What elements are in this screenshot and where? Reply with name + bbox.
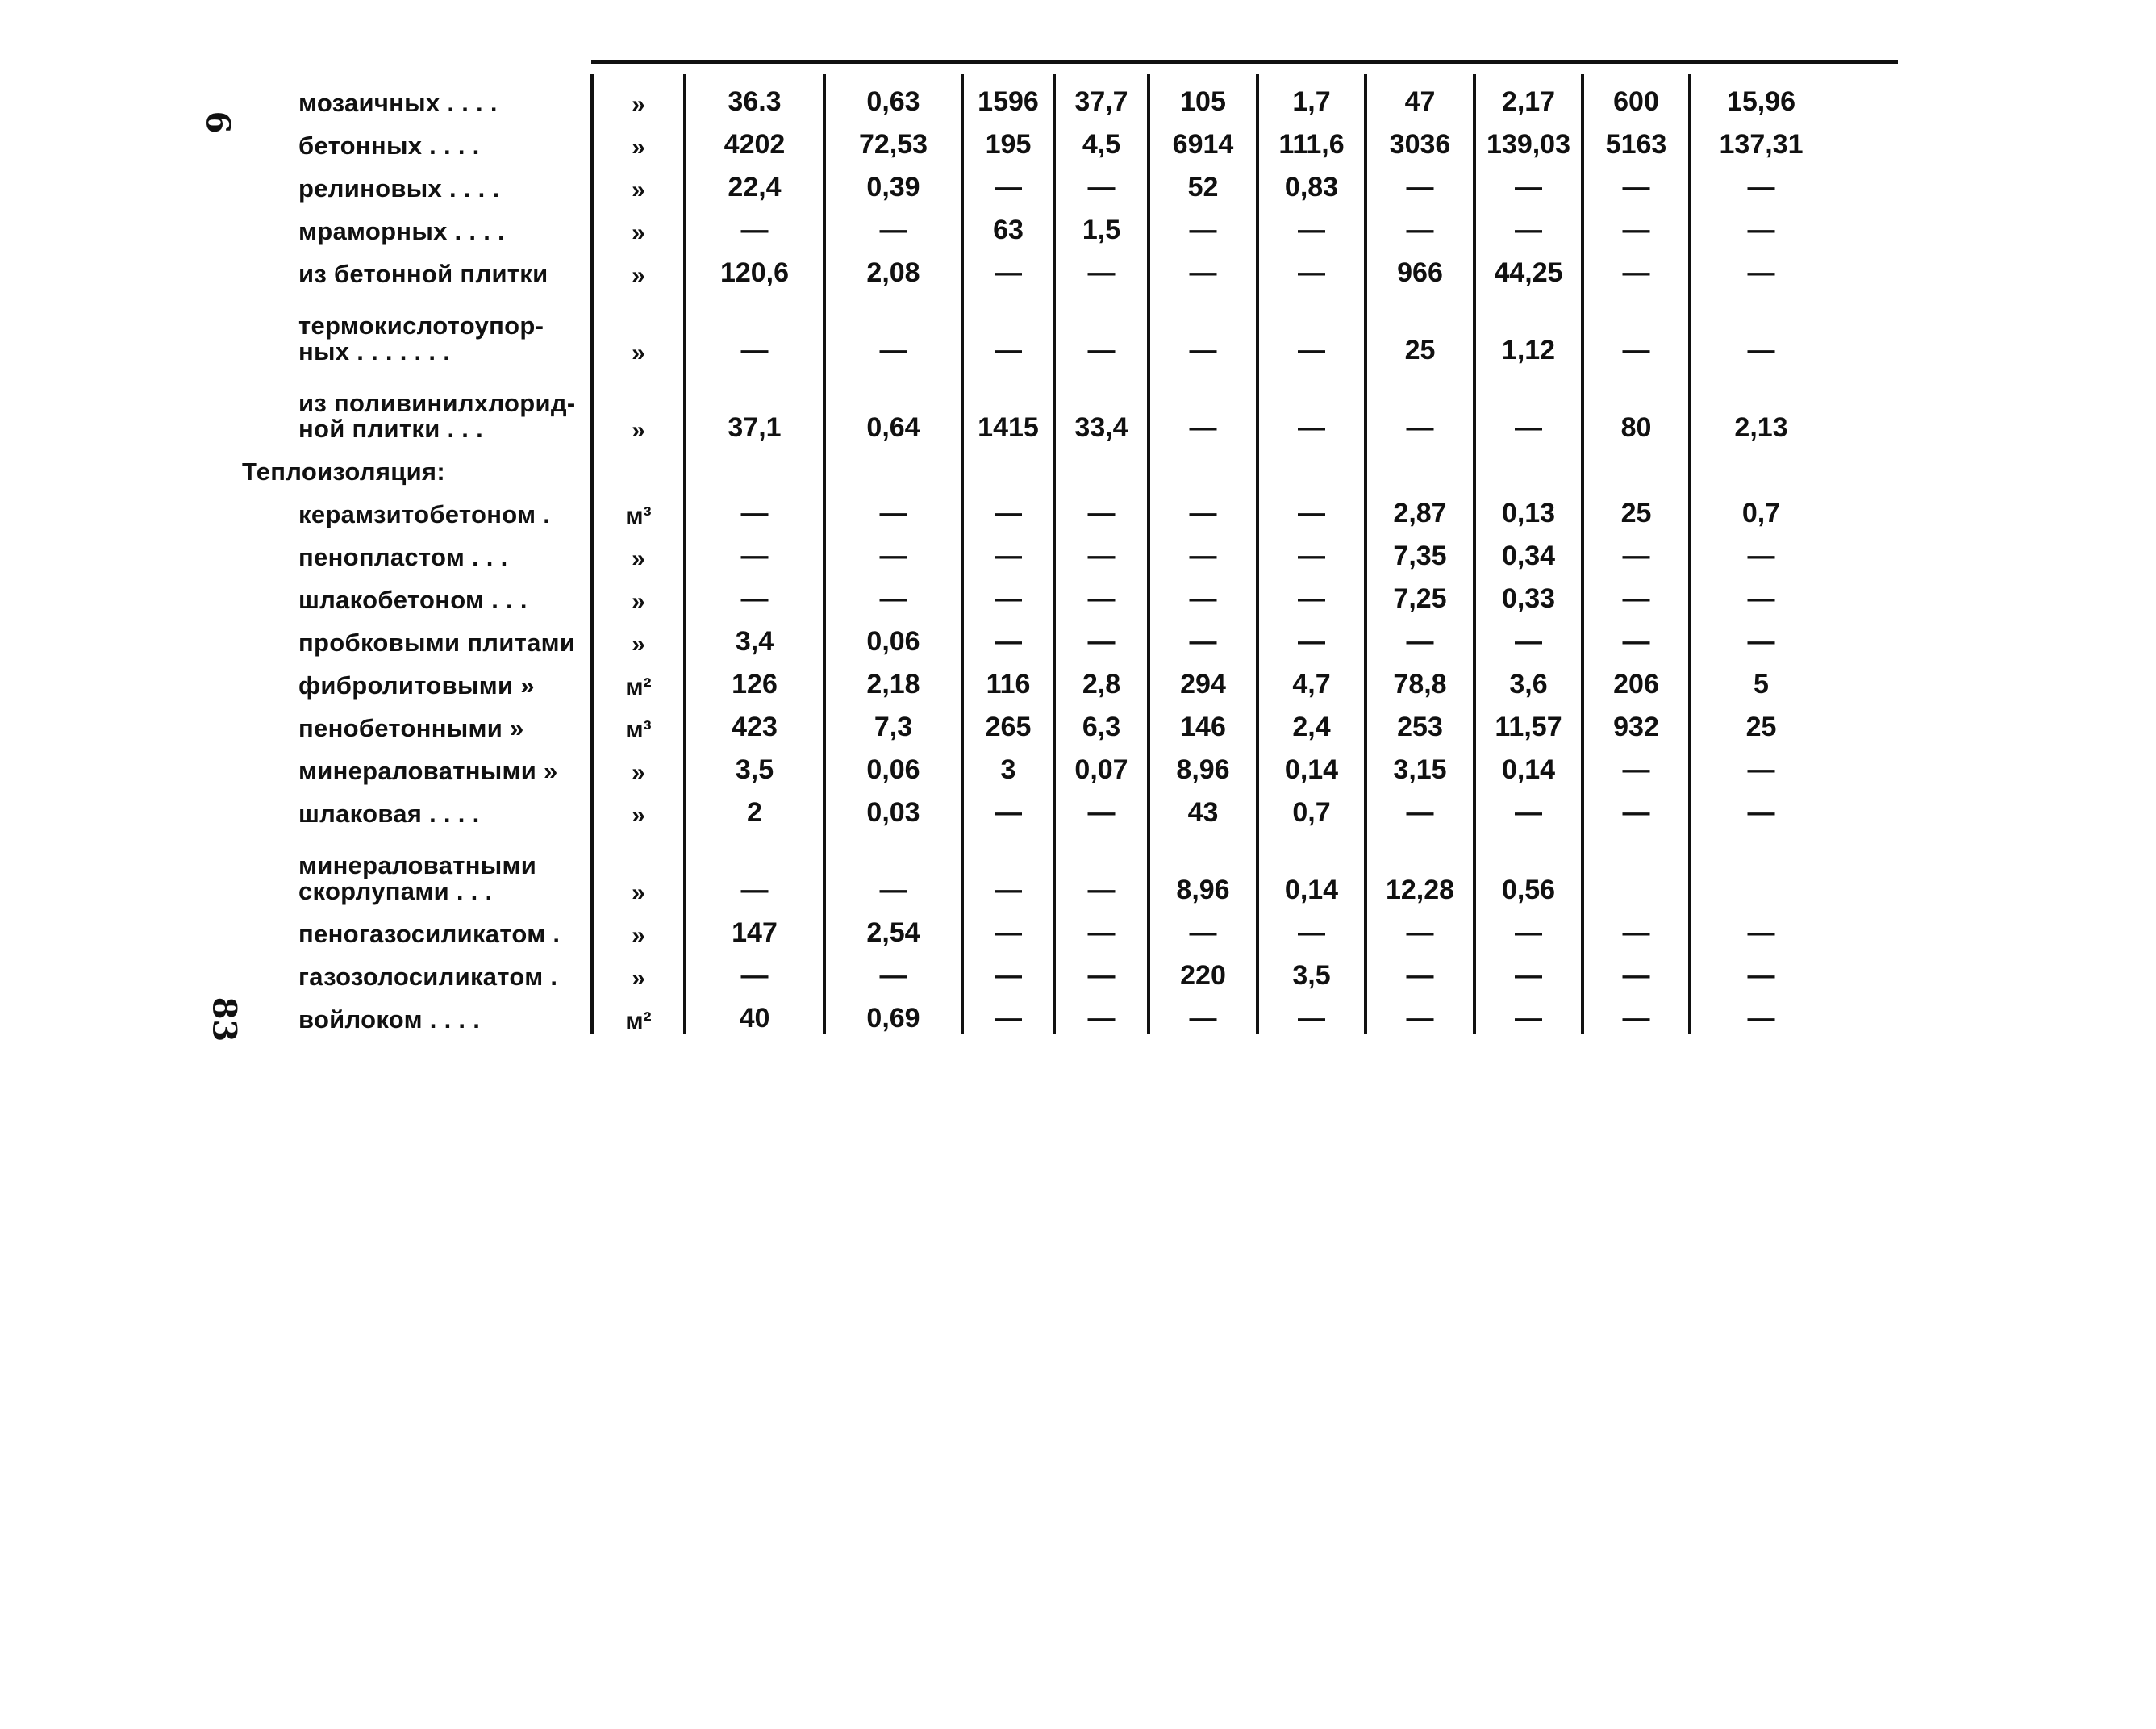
table-cell — [1474, 443, 1583, 486]
table-cell — [1149, 443, 1257, 486]
table-cell: 8,96 — [1149, 828, 1257, 905]
table-cell: — — [1690, 991, 1831, 1034]
table-cell: 47 — [1366, 74, 1474, 117]
table-cell: 0,06 — [824, 742, 962, 785]
table-cell: — — [962, 991, 1054, 1034]
table-cell — [1366, 443, 1474, 486]
table-cell: — — [1054, 160, 1149, 203]
row-unit: » — [592, 117, 685, 160]
table-cell: — — [824, 948, 962, 991]
table-cell: — — [1054, 486, 1149, 528]
table-cell: 932 — [1583, 700, 1690, 742]
table-cell: 80 — [1583, 365, 1690, 443]
table-cell: 22,4 — [685, 160, 824, 203]
table-cell: — — [1583, 571, 1690, 614]
table-cell: — — [962, 828, 1054, 905]
table-cell: — — [685, 528, 824, 571]
table-cell: — — [1149, 991, 1257, 1034]
table-cell: — — [1690, 905, 1831, 948]
table-cell: 111,6 — [1257, 117, 1366, 160]
table-cell: 147 — [685, 905, 824, 948]
row-material-name: релиновых . . . . — [298, 174, 500, 203]
table-cell: 40 — [685, 991, 824, 1034]
row-material-name: пробковыми плитами — [298, 629, 576, 658]
table-cell: 15,96 — [1690, 74, 1831, 117]
table-cell: — — [1583, 288, 1690, 365]
table-cell: 0,14 — [1474, 742, 1583, 785]
table-cell: 25 — [1366, 288, 1474, 365]
table-cell: — — [1149, 486, 1257, 528]
table-cell: 6914 — [1149, 117, 1257, 160]
table-row — [234, 571, 1831, 614]
table-cell: 4202 — [685, 117, 824, 160]
row-unit: м² — [592, 991, 685, 1034]
table-cell: 8,96 — [1149, 742, 1257, 785]
table-cell: — — [1257, 288, 1366, 365]
table-cell — [1257, 443, 1366, 486]
table-cell: — — [1474, 614, 1583, 657]
table-cell: 25 — [1690, 700, 1831, 742]
table-cell: — — [1054, 245, 1149, 288]
table-cell: — — [1366, 905, 1474, 948]
row-material-name: мраморных . . . . — [298, 217, 505, 246]
table-cell: — — [1149, 203, 1257, 245]
section-heading-row — [234, 443, 1831, 486]
table-cell: 0,34 — [1474, 528, 1583, 571]
table-cell — [685, 443, 824, 486]
table-cell: — — [1366, 785, 1474, 828]
margin-mark-top: 6 — [198, 111, 237, 134]
table-cell: — — [1583, 160, 1690, 203]
table-cell: — — [1474, 991, 1583, 1034]
table-cell: — — [962, 486, 1054, 528]
table-cell: — — [962, 288, 1054, 365]
table-row — [234, 614, 1831, 657]
materials-table — [234, 74, 1831, 1034]
table-cell — [592, 443, 685, 486]
table-row — [234, 486, 1831, 528]
table-cell: 3,5 — [685, 742, 824, 785]
table-cell: 0,7 — [1257, 785, 1366, 828]
table-cell: — — [1257, 486, 1366, 528]
table-cell: 1,5 — [1054, 203, 1149, 245]
row-unit: м³ — [592, 486, 685, 528]
table-cell: — — [1149, 528, 1257, 571]
row-material-name: пеногазосиликатом . — [298, 920, 561, 949]
table-cell: — — [962, 905, 1054, 948]
table-cell — [962, 443, 1054, 486]
table-cell: 0,56 — [1474, 828, 1583, 905]
table-cell: 1,12 — [1474, 288, 1583, 365]
table-cell: — — [1149, 614, 1257, 657]
table-cell: 0,39 — [824, 160, 962, 203]
table-cell: 2,8 — [1054, 657, 1149, 700]
table-cell: — — [1054, 288, 1149, 365]
table-cell: — — [1366, 614, 1474, 657]
table-cell: — — [1054, 614, 1149, 657]
table-cell: 600 — [1583, 74, 1690, 117]
table-cell: 0,06 — [824, 614, 962, 657]
table-cell: — — [685, 288, 824, 365]
table-cell: — — [1583, 203, 1690, 245]
table-cell: — — [962, 245, 1054, 288]
table-cell: — — [1690, 571, 1831, 614]
table-cell: 11,57 — [1474, 700, 1583, 742]
row-material-name: пенопластом . . . — [298, 543, 508, 572]
table-cell: 0,07 — [1054, 742, 1149, 785]
table-cell: — — [1054, 991, 1149, 1034]
table-cell: 3,6 — [1474, 657, 1583, 700]
table-cell: — — [1583, 245, 1690, 288]
table-cell: 423 — [685, 700, 824, 742]
row-unit: » — [592, 203, 685, 245]
row-material-name: из бетонной плитки — [298, 260, 548, 289]
table-row — [234, 365, 1831, 443]
table-cell: — — [1257, 991, 1366, 1034]
table-cell: 0,83 — [1257, 160, 1366, 203]
table-cell: — — [685, 948, 824, 991]
table-cell — [1690, 828, 1831, 905]
table-cell: 116 — [962, 657, 1054, 700]
table-cell: 220 — [1149, 948, 1257, 991]
table-cell: — — [1474, 948, 1583, 991]
table-cell: — — [685, 203, 824, 245]
table-cell: — — [1149, 288, 1257, 365]
table-row — [234, 657, 1831, 700]
table-cell: — — [824, 571, 962, 614]
table-cell: — — [1257, 365, 1366, 443]
row-material-name: пенобетонными » — [298, 714, 524, 743]
table-cell: — — [962, 160, 1054, 203]
row-material-name: войлоком . . . . — [298, 1005, 481, 1034]
table-cell: — — [962, 948, 1054, 991]
table-cell: 7,25 — [1366, 571, 1474, 614]
table-cell: — — [1366, 160, 1474, 203]
row-unit: » — [592, 288, 685, 365]
table-cell: 105 — [1149, 74, 1257, 117]
row-unit: » — [592, 905, 685, 948]
table-top-rule — [591, 60, 1898, 64]
table-body — [234, 74, 1831, 1034]
table-cell: 5163 — [1583, 117, 1690, 160]
row-unit: » — [592, 948, 685, 991]
table-cell: — — [685, 828, 824, 905]
row-material-name: шлакобетоном . . . — [298, 586, 528, 615]
table-cell: 195 — [962, 117, 1054, 160]
table-cell: — — [1149, 245, 1257, 288]
table-cell: 43 — [1149, 785, 1257, 828]
row-unit: » — [592, 74, 685, 117]
table-cell: 3,4 — [685, 614, 824, 657]
table-cell — [1583, 443, 1690, 486]
table-cell: 25 — [1583, 486, 1690, 528]
table-cell: 37,7 — [1054, 74, 1149, 117]
table-cell: — — [1257, 905, 1366, 948]
table-cell: — — [824, 528, 962, 571]
table-cell: 5 — [1690, 657, 1831, 700]
table-cell: 0,33 — [1474, 571, 1583, 614]
section-heading: Теплоизоляция: — [242, 457, 445, 487]
table-row — [234, 245, 1831, 288]
table-cell: — — [1149, 905, 1257, 948]
table-cell: 6,3 — [1054, 700, 1149, 742]
table-cell: 137,31 — [1690, 117, 1831, 160]
row-material-name: минераловатными скорлупами . . . — [298, 850, 537, 906]
table-cell — [824, 443, 962, 486]
table-cell: — — [1583, 614, 1690, 657]
table-cell: — — [1690, 948, 1831, 991]
table-cell: — — [1366, 948, 1474, 991]
table-cell: 253 — [1366, 700, 1474, 742]
table-cell: 72,53 — [824, 117, 962, 160]
table-row — [234, 905, 1831, 948]
table-row — [234, 203, 1831, 245]
row-material-name: бетонных . . . . — [298, 132, 480, 161]
table-cell: 0,03 — [824, 785, 962, 828]
table-row — [234, 700, 1831, 742]
table-cell: — — [1366, 991, 1474, 1034]
table-cell: — — [1257, 528, 1366, 571]
table-cell: 2,87 — [1366, 486, 1474, 528]
table-cell: — — [1474, 365, 1583, 443]
table-cell: — — [1690, 288, 1831, 365]
table-cell: — — [962, 528, 1054, 571]
table-row — [234, 288, 1831, 365]
table-cell: 1,7 — [1257, 74, 1366, 117]
table-cell: 7,3 — [824, 700, 962, 742]
table-cell: — — [1257, 245, 1366, 288]
table-cell: — — [1054, 905, 1149, 948]
row-unit: » — [592, 828, 685, 905]
table-cell: — — [1366, 203, 1474, 245]
table-row — [234, 74, 1831, 117]
table-cell: 2,17 — [1474, 74, 1583, 117]
table-cell: 4,5 — [1054, 117, 1149, 160]
table-row — [234, 742, 1831, 785]
table-cell: 63 — [962, 203, 1054, 245]
table-cell: — — [1257, 571, 1366, 614]
table-cell: 33,4 — [1054, 365, 1149, 443]
table-cell: 7,35 — [1366, 528, 1474, 571]
row-material-name: мозаичных . . . . — [298, 89, 498, 118]
table-cell: 0,7 — [1690, 486, 1831, 528]
table-cell: — — [1690, 245, 1831, 288]
table-cell: — — [962, 571, 1054, 614]
table-cell: — — [1366, 365, 1474, 443]
table-row — [234, 948, 1831, 991]
table-cell: — — [1149, 571, 1257, 614]
table-cell: — — [1690, 203, 1831, 245]
table-cell: 0,13 — [1474, 486, 1583, 528]
table-cell: — — [1583, 528, 1690, 571]
row-unit: м² — [592, 657, 685, 700]
row-material-name: фибролитовыми » — [298, 671, 535, 700]
table-cell: — — [1054, 571, 1149, 614]
table-cell: 52 — [1149, 160, 1257, 203]
table-cell: — — [1054, 528, 1149, 571]
table-cell: 2 — [685, 785, 824, 828]
table-cell: — — [1054, 785, 1149, 828]
row-unit: » — [592, 160, 685, 203]
table-cell: 37,1 — [685, 365, 824, 443]
table-cell: 2,4 — [1257, 700, 1366, 742]
table-cell: — — [1474, 203, 1583, 245]
table-cell: — — [1583, 905, 1690, 948]
table-cell: — — [1474, 785, 1583, 828]
row-unit: » — [592, 245, 685, 288]
table-cell — [1054, 443, 1149, 486]
table-cell: 206 — [1583, 657, 1690, 700]
table-cell: — — [824, 288, 962, 365]
table-cell: 36.3 — [685, 74, 824, 117]
row-unit: » — [592, 365, 685, 443]
table-cell: — — [1054, 948, 1149, 991]
table-row — [234, 117, 1831, 160]
table-cell: 139,03 — [1474, 117, 1583, 160]
table-cell: 12,28 — [1366, 828, 1474, 905]
table-cell: — — [1690, 614, 1831, 657]
row-material-name: шлаковая . . . . — [298, 800, 480, 829]
table-cell: 78,8 — [1366, 657, 1474, 700]
table-cell: — — [685, 486, 824, 528]
table-cell: 0,14 — [1257, 742, 1366, 785]
table-row — [234, 785, 1831, 828]
table-cell: 1596 — [962, 74, 1054, 117]
table-cell — [1690, 443, 1831, 486]
table-cell: 2,18 — [824, 657, 962, 700]
row-material-name: термокислотоупор-ных . . . . . . . — [298, 311, 544, 366]
row-material-name: минераловатными » — [298, 757, 558, 786]
table-cell: — — [1149, 365, 1257, 443]
table-cell: — — [1583, 948, 1690, 991]
table-cell: — — [685, 571, 824, 614]
table-cell: 0,63 — [824, 74, 962, 117]
table-cell: 4,7 — [1257, 657, 1366, 700]
row-material-name: газозолосиликатом . — [298, 963, 558, 992]
table-cell: — — [1690, 785, 1831, 828]
row-unit: » — [592, 742, 685, 785]
table-cell — [1583, 828, 1690, 905]
table-cell: — — [824, 486, 962, 528]
table-cell: — — [1257, 203, 1366, 245]
table-cell: 146 — [1149, 700, 1257, 742]
table-cell: — — [1583, 742, 1690, 785]
table-cell: — — [1690, 528, 1831, 571]
row-unit: » — [592, 785, 685, 828]
table-cell: 44,25 — [1474, 245, 1583, 288]
row-unit: » — [592, 528, 685, 571]
table-cell: — — [1257, 614, 1366, 657]
table-cell: — — [962, 614, 1054, 657]
table-cell: 2,13 — [1690, 365, 1831, 443]
table-row — [234, 528, 1831, 571]
table-cell: 3,5 — [1257, 948, 1366, 991]
table-cell: — — [1583, 991, 1690, 1034]
page-number: 83 — [205, 996, 244, 1042]
table-cell: — — [1474, 905, 1583, 948]
table-row — [234, 160, 1831, 203]
table-cell: 120,6 — [685, 245, 824, 288]
table-cell: — — [962, 785, 1054, 828]
row-unit: » — [592, 614, 685, 657]
table-cell: 2,54 — [824, 905, 962, 948]
table-cell: 3036 — [1366, 117, 1474, 160]
row-unit: » — [592, 571, 685, 614]
table-cell: — — [1690, 742, 1831, 785]
table-cell: 0,69 — [824, 991, 962, 1034]
table-cell: 0,64 — [824, 365, 962, 443]
table-cell: 1415 — [962, 365, 1054, 443]
row-material-name: из поливинилхлорид-ной плитки . . . — [298, 388, 576, 444]
table-cell: 265 — [962, 700, 1054, 742]
table-cell: — — [1054, 828, 1149, 905]
table-cell: 294 — [1149, 657, 1257, 700]
table-cell: 3 — [962, 742, 1054, 785]
row-unit: м³ — [592, 700, 685, 742]
table-cell: 966 — [1366, 245, 1474, 288]
table-cell: — — [824, 828, 962, 905]
table-cell: — — [1583, 785, 1690, 828]
table-cell: — — [1690, 160, 1831, 203]
table-cell: 3,15 — [1366, 742, 1474, 785]
table-cell: 126 — [685, 657, 824, 700]
table-cell: — — [824, 203, 962, 245]
table-cell: — — [1474, 160, 1583, 203]
table-row — [234, 991, 1831, 1034]
row-material-name: керамзитобетоном . — [298, 500, 551, 529]
table-row — [234, 828, 1831, 905]
table-cell: 0,14 — [1257, 828, 1366, 905]
table-cell: 2,08 — [824, 245, 962, 288]
